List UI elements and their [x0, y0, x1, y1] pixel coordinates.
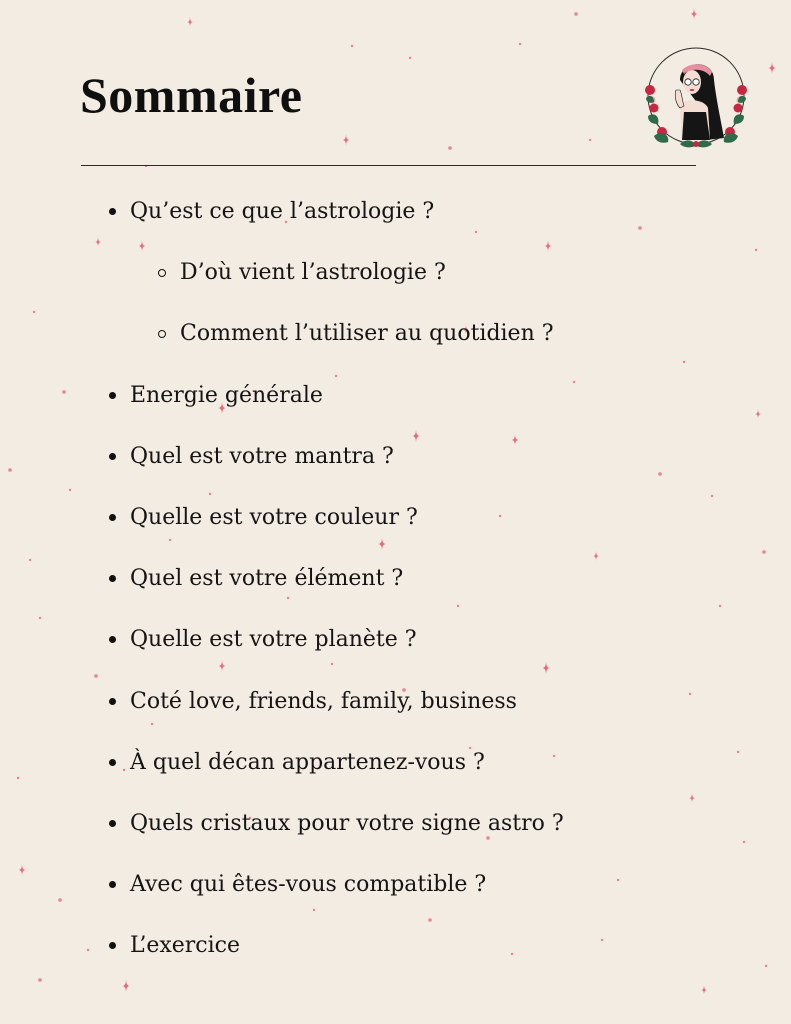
sparkle-star-icon	[542, 661, 550, 675]
toc-item	[130, 932, 240, 960]
dot-star-icon	[589, 139, 591, 141]
toc-item	[180, 259, 446, 287]
toc-item-label: L’exercice	[130, 933, 240, 958]
toc-item-label: Avec qui êtes-vous compatible ?	[130, 872, 487, 897]
sparkle-star-icon	[19, 864, 26, 876]
sparkle-star-icon	[122, 979, 130, 993]
toc-item	[130, 688, 517, 716]
toc-item	[130, 504, 418, 532]
dot-star-icon	[711, 495, 713, 497]
toc-item	[180, 320, 554, 348]
sparkle-star-icon	[95, 237, 101, 247]
dot-star-icon	[475, 231, 477, 233]
dot-star-icon	[573, 381, 575, 383]
sparkle-star-icon	[691, 8, 698, 20]
bullet-icon	[109, 392, 116, 399]
toc-item	[130, 443, 394, 471]
dot-star-icon	[519, 43, 521, 45]
dot-star-icon	[689, 693, 691, 695]
page-title: Sommaire	[80, 67, 303, 123]
dot-star-icon	[69, 489, 71, 491]
dot-star-icon	[38, 978, 42, 982]
toc-item-label: Quelle est votre couleur ?	[130, 505, 418, 530]
sparkle-star-icon	[768, 61, 776, 75]
dot-star-icon	[39, 617, 41, 619]
toc-item	[130, 749, 485, 777]
dot-star-icon	[62, 390, 66, 394]
bullet-icon	[109, 698, 116, 705]
toc-item-label: D’où vient l’astrologie ?	[180, 260, 446, 285]
toc-item-label: Qu’est ce que l’astrologie ?	[130, 199, 435, 224]
circle-bullet-icon	[158, 330, 166, 338]
toc-item-label: Quel est votre mantra ?	[130, 444, 394, 469]
dot-star-icon	[313, 909, 315, 911]
dot-star-icon	[428, 918, 432, 922]
bullet-icon	[109, 820, 116, 827]
bullet-icon	[109, 575, 116, 582]
dot-star-icon	[511, 953, 513, 955]
sparkle-star-icon	[343, 134, 350, 146]
dot-star-icon	[499, 515, 501, 517]
toc-item	[130, 565, 403, 593]
dot-star-icon	[743, 841, 745, 843]
toc-item	[130, 810, 564, 838]
dot-star-icon	[331, 663, 333, 665]
dot-star-icon	[94, 674, 98, 678]
toc-item	[130, 382, 323, 410]
dot-star-icon	[638, 226, 642, 230]
dot-star-icon	[553, 755, 555, 757]
dot-star-icon	[87, 949, 89, 951]
sparkle-star-icon	[139, 240, 146, 252]
dot-star-icon	[287, 597, 289, 599]
bullet-icon	[109, 636, 116, 643]
dot-star-icon	[351, 45, 353, 47]
toc-item-label: À quel décan appartenez-vous ?	[130, 750, 485, 775]
dot-star-icon	[719, 605, 721, 607]
title-divider	[81, 165, 696, 166]
sparkle-star-icon	[701, 985, 707, 995]
sparkle-star-icon	[545, 240, 552, 252]
dot-star-icon	[209, 493, 211, 495]
dot-star-icon	[409, 57, 411, 59]
toc-item-label: Comment l’utiliser au quotidien ?	[180, 321, 554, 346]
sparkle-star-icon	[219, 660, 226, 672]
dot-star-icon	[33, 311, 35, 313]
dot-star-icon	[448, 146, 452, 150]
dot-star-icon	[8, 468, 12, 472]
toc-item	[130, 626, 417, 654]
dot-star-icon	[683, 361, 685, 363]
dot-star-icon	[765, 965, 767, 967]
dot-star-icon	[58, 898, 62, 902]
bullet-icon	[109, 208, 116, 215]
dot-star-icon	[29, 559, 31, 561]
toc-item-label: Quel est votre élément ?	[130, 566, 404, 591]
bullet-icon	[109, 942, 116, 949]
toc-item-label: Quels cristaux pour votre signe astro ?	[130, 811, 564, 836]
sparkle-star-icon	[412, 429, 420, 443]
dot-star-icon	[123, 769, 125, 771]
dot-star-icon	[601, 939, 603, 941]
dot-star-icon	[335, 375, 337, 377]
dot-star-icon	[737, 751, 739, 753]
dot-star-icon	[151, 723, 153, 725]
dot-star-icon	[457, 605, 459, 607]
toc-item-label: Energie générale	[130, 383, 323, 408]
toc-item-label: Coté love, friends, family, business	[130, 689, 517, 714]
sparkle-star-icon	[187, 17, 193, 27]
toc-item	[130, 198, 434, 226]
circle-bullet-icon	[158, 269, 166, 277]
dot-star-icon	[574, 12, 578, 16]
toc-item	[130, 871, 486, 899]
dot-star-icon	[17, 777, 19, 779]
bullet-icon	[109, 514, 116, 521]
sparkle-star-icon	[378, 537, 386, 551]
sparkle-star-icon	[512, 434, 519, 446]
sparkle-star-icon	[689, 793, 695, 803]
toc-item-label: Quelle est votre planète ?	[130, 627, 417, 652]
dot-star-icon	[617, 879, 619, 881]
dot-star-icon	[169, 539, 171, 541]
bullet-icon	[109, 453, 116, 460]
sparkle-star-icon	[755, 409, 761, 419]
dot-star-icon	[658, 472, 662, 476]
dot-star-icon	[762, 550, 766, 554]
bullet-icon	[109, 759, 116, 766]
bullet-icon	[109, 881, 116, 888]
sparkle-star-icon	[593, 551, 599, 561]
dot-star-icon	[755, 249, 757, 251]
portrait-logo-icon	[640, 46, 752, 150]
